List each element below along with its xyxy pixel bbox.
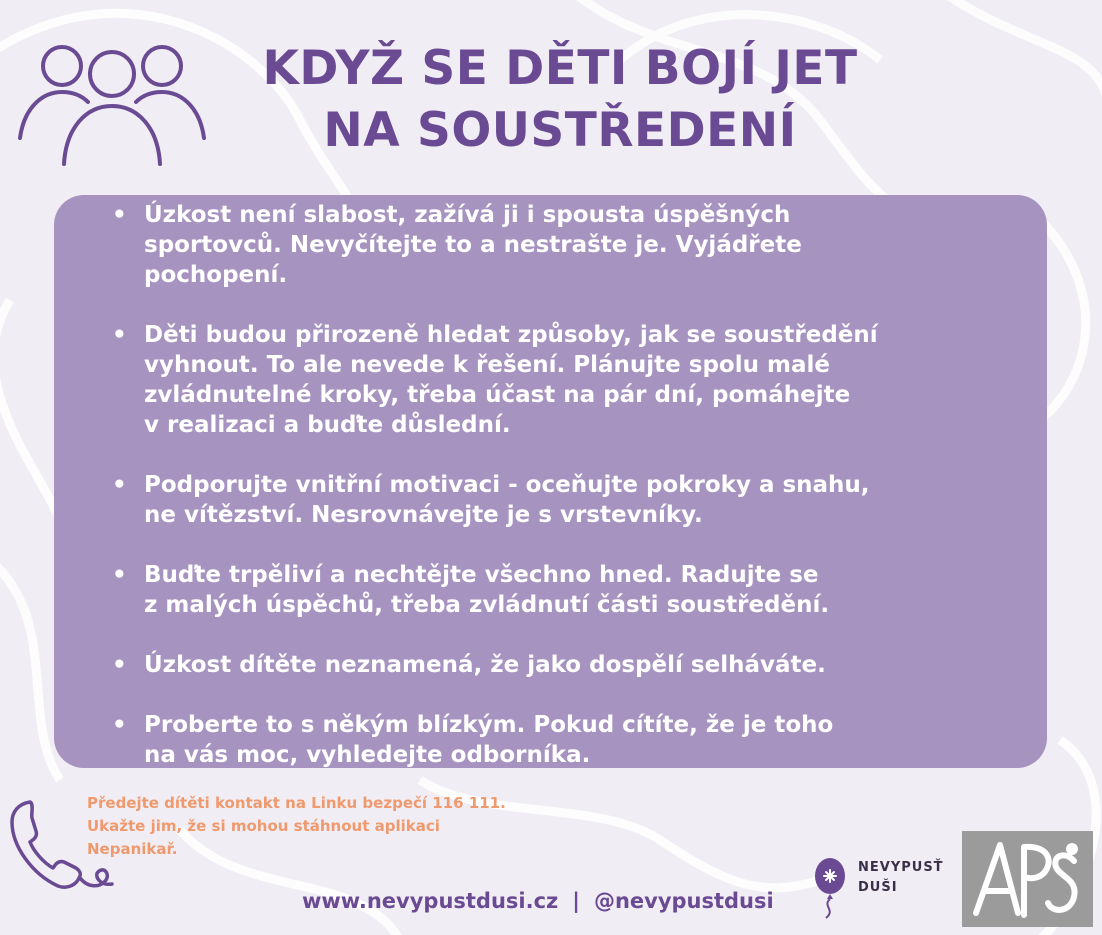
tip-line: ne vítězství. Nesrovnávejte je s vrstevníky.: [144, 502, 703, 528]
helpline-line-2: Ukažte jim, že si mohou stáhnout aplikaci: [87, 817, 440, 835]
tip-line: v realizaci a buďte důslední.: [144, 412, 511, 438]
footer-separator: |: [572, 889, 580, 913]
tip-line: vyhnout. To ale nevede k řešení. Plánujte spolu malé: [144, 352, 830, 378]
tip-line: Úzkost dítěte neznamená, že jako dospělí selháváte.: [144, 652, 826, 678]
list-item: [112, 650, 1022, 680]
tip-line: Podporujte vnitřní motivaci - oceňujte pokroky a snahu,: [144, 472, 870, 498]
bullet-icon: •: [112, 322, 127, 348]
list-item: [112, 320, 1022, 440]
bullet-icon: •: [112, 712, 127, 738]
tip-line: Děti budou přirozeně hledat způsoby, jak se soustředění: [144, 322, 878, 348]
tip-line: z malých úspěchů, třeba zvládnutí části soustředění.: [144, 592, 830, 618]
helpline-info: [87, 792, 567, 861]
list-item: [112, 560, 1022, 620]
page-title: [190, 38, 930, 162]
tip-line: na vás moc, vyhledejte odborníka.: [144, 742, 591, 768]
tip-line: zvládnutelné kroky, třeba účast na pár dní, pomáhejte: [144, 382, 851, 408]
tips-list: [112, 200, 1022, 770]
tip-line: pochopení.: [144, 262, 288, 288]
website-link[interactable]: www.nevypustdusi.cz: [302, 889, 559, 913]
tip-line: sportovců. Nevyčítejte to a nestrašte je. Vyjádřete: [144, 232, 802, 258]
helpline-line-3: Nepanikař.: [87, 840, 178, 858]
tip-line: Proberte to s někým blízkým. Pokud cítíte, že je toho: [144, 712, 834, 738]
social-handle[interactable]: @nevypustdusi: [593, 889, 774, 913]
tip-line: Úzkost není slabost, zažívá ji i spousta úspěšných: [144, 202, 791, 228]
org-name-line-1: NEVYPUSŤ: [858, 860, 944, 875]
tip-line: Buďte trpěliví a nechtějte všechno hned. Radujte se: [144, 562, 819, 588]
bullet-icon: •: [112, 202, 127, 228]
aps-logo: [962, 831, 1093, 927]
org-name: [858, 858, 944, 898]
bullet-icon: •: [112, 472, 127, 498]
title-line-2: NA SOUSTŘEDENÍ: [323, 103, 797, 158]
list-item: [112, 710, 1022, 770]
helpline-line-1: Předejte dítěti kontakt na Linku bezpečí 116 111.: [87, 794, 506, 812]
list-item: [112, 470, 1022, 530]
list-item: [112, 200, 1022, 290]
bullet-icon: •: [112, 652, 127, 678]
title-line-1: KDYŽ SE DĚTI BOJÍ JET: [262, 41, 858, 96]
people-group-icon: [14, 34, 210, 174]
org-name-line-2: DUŠI: [858, 880, 898, 895]
footer-contacts: [302, 886, 774, 916]
bullet-icon: •: [112, 562, 127, 588]
